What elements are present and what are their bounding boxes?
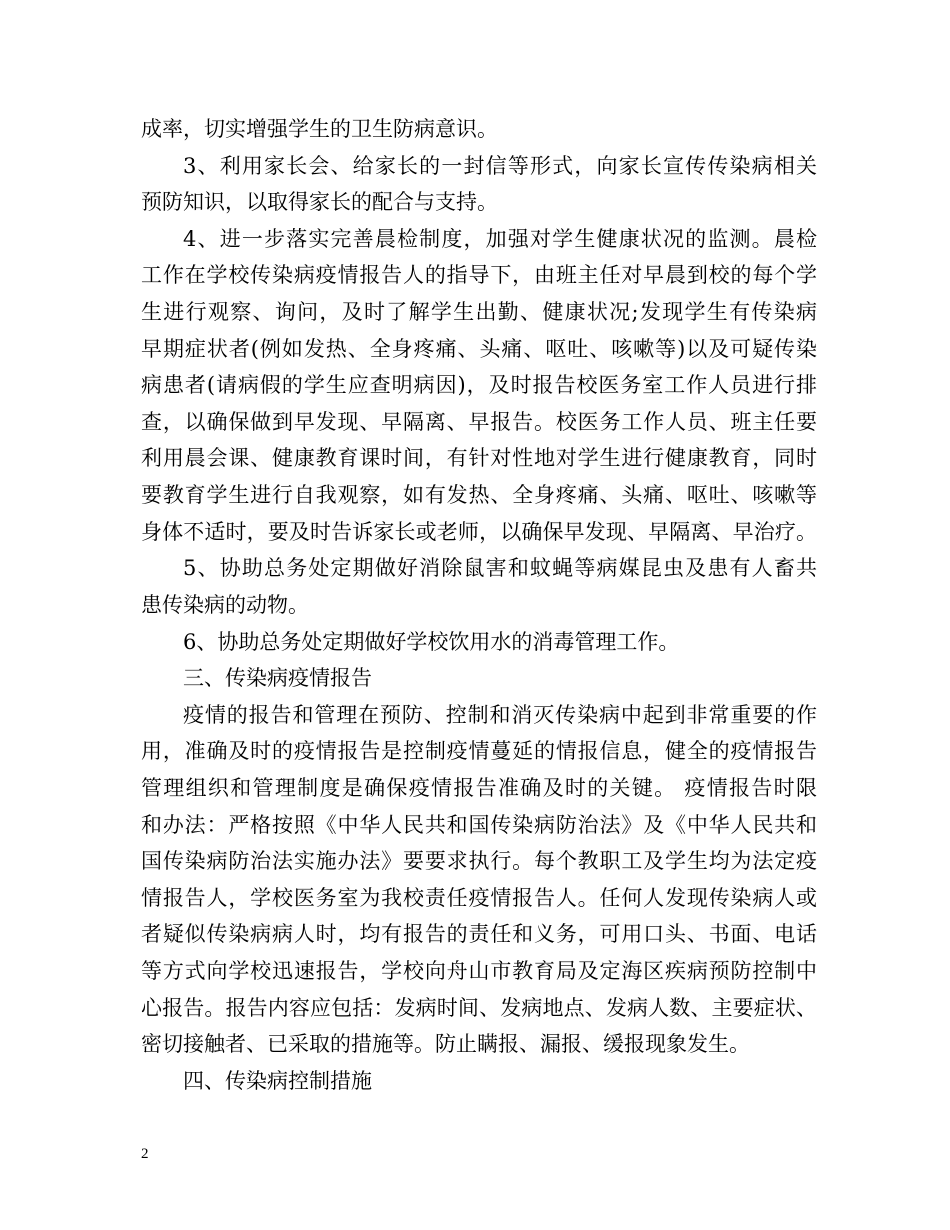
text-line: 要教育学生进行自我观察，如有发热、全身疼痛、头痛、呕吐、咳嗽等 [141, 483, 817, 508]
page-number: 2 [141, 1146, 149, 1162]
text-line: 查，以确保做到早发现、早隔离、早报告。校医务工作人员、班主任要 [141, 409, 817, 434]
text-line: 3、利用家长会、给家长的一封信等形式，向家长宣传传染病相关 [183, 153, 817, 178]
text-line: 6、协助总务处定期做好学校饮用水的消毒管理工作。 [183, 629, 680, 654]
text-line: 4、进一步落实完善晨检制度，加强对学生健康状况的监测。晨检 [183, 226, 817, 251]
text-line: 成率，切实增强学生的卫生防病意识。 [141, 117, 498, 141]
text-line: 工作在学校传染病疫情报告人的指导下，由班主任对早晨到校的每个学 [141, 263, 817, 288]
text-line: 者疑似传染病病人时，均有报告的责任和义务，可用口头、书面、电话 [141, 922, 817, 947]
text-line: 心报告。报告内容应包括：发病时间、发病地点、发病人数、主要症状、 [141, 995, 817, 1020]
section-heading: 三、传染病疫情报告 [183, 666, 372, 691]
text-line: 早期症状者(例如发热、全身疼痛、头痛、呕吐、咳嗽等)以及可疑传染 [141, 336, 817, 361]
text-line: 利用晨会课、健康教育课时间，有针对性地对学生进行健康教育，同时 [141, 446, 817, 471]
text-line: 国传染病防治法实施办法》要要求执行。每个教职工及学生均为法定疫 [141, 849, 817, 874]
text-line: 密切接触者、已采取的措施等。防止瞒报、漏报、缓报现象发生。 [141, 1032, 750, 1057]
text-line: 管理组织和管理制度是确保疫情报告准确及时的关键。 疫情报告时限 [141, 775, 817, 800]
text-line: 和办法：严格按照《中华人民共和国传染病防治法》及《中华人民共和 [141, 812, 817, 837]
section-heading: 四、传染病控制措施 [183, 1068, 372, 1093]
document-body [141, 112, 817, 1100]
text-line: 预防知识，以取得家长的配合与支持。 [141, 190, 498, 215]
text-line: 5、协助总务处定期做好消除鼠害和蚊蝇等病媒昆虫及患有人畜共 [183, 556, 817, 581]
text-line: 等方式向学校迅速报告，学校向舟山市教育局及定海区疾病预防控制中 [141, 959, 817, 984]
text-line: 疫情的报告和管理在预防、控制和消灭传染病中起到非常重要的作 [183, 702, 817, 727]
text-line: 用，准确及时的疫情报告是控制疫情蔓延的情报信息，健全的疫情报告 [141, 739, 817, 764]
text-line: 生进行观察、询问，及时了解学生出勤、健康状况;发现学生有传染病 [141, 300, 817, 325]
text-line: 情报告人，学校医务室为我校责任疫情报告人。任何人发现传染病人或 [141, 885, 817, 910]
text-line: 患传染病的动物。 [141, 592, 309, 617]
text-line: 身体不适时，要及时告诉家长或老师，以确保早发现、早隔离、早治疗。 [141, 519, 817, 544]
text-line: 病患者(请病假的学生应查明病因)，及时报告校医务室工作人员进行排 [141, 373, 817, 398]
